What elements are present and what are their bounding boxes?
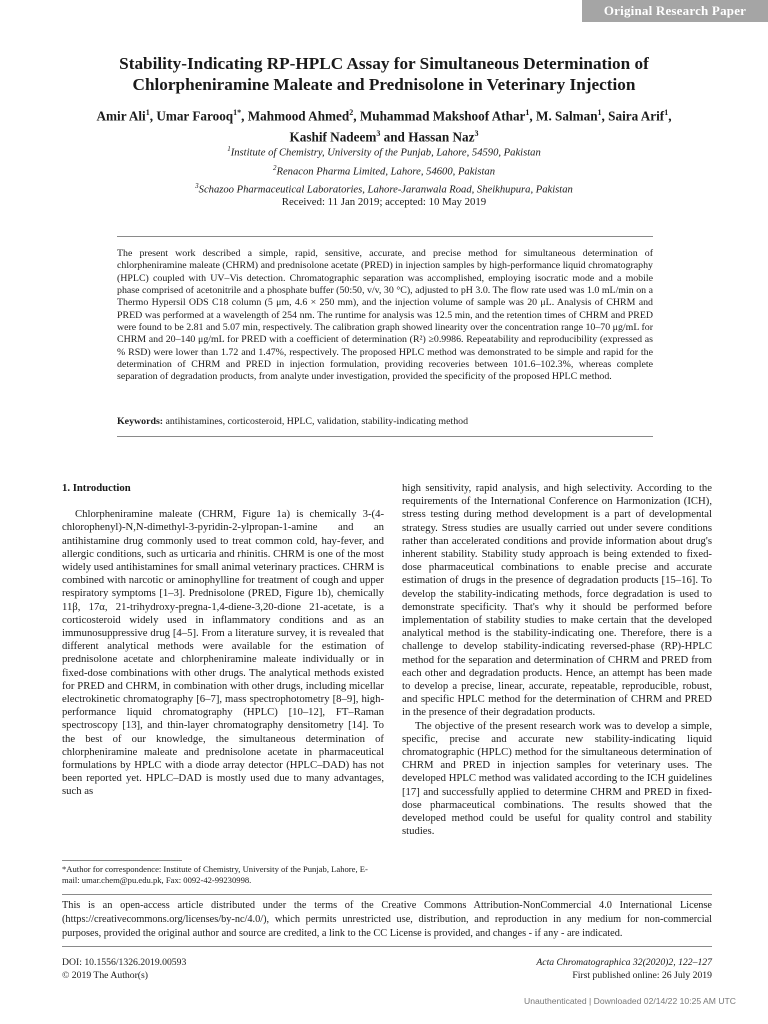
body-paragraph: The objective of the present research work was to develop a simple, specific, precise and accurate new stability-indicating liquid chromatographic (HPLC) method for the simultaneous determination of CHRM and PRED in injection samples for veterinary uses. The developed HPLC method was validated according to the ICH guidelines [17] and successfully applied to determine CHRM and PRED in fixed-dose pharmaceutical combinations. The results showed that the developed method could be useful for quality control and stability studies.: [402, 719, 712, 838]
affiliation-text: Schazoo Pharmaceutical Laboratories, Lahore-Jaranwala Road, Sheikhupura, Pakistan: [198, 184, 573, 196]
article-type-badge: Original Research Paper: [582, 0, 768, 22]
footnote-rule: [62, 860, 182, 861]
authors-line-2: Kashif Nadeem$^3$ and Hassan Naz$^3$: [289, 129, 479, 145]
abstract-text: The present work described a simple, rapid, sensitive, accurate, and precise method for simultaneous determination of chlorpheniramine maleate (CHRM) and prednisolone acetate (PRED) in injection samples by high-performance liquid chromatography (HPLC) coupled with UV–Vis detection. Chromatographic separation was accomplished, employing isocratic mode and a mobile phase comprised of acetonitrile and a phosphate buffer (50:50, v/v, 30 °C), adjusted to pH 3.0. The flow rate used was 1.0 mL/min on a Thermo Hypersil ODS C18 column (5 μm, 4.6 × 250 mm), and the injection volume of sample was 20 μL. Analysis of CHRM and PRED was performed at a wavelength of 254 nm. The runtime for analysis was 12.5 min, and the retention times of CHRM and PRED were found to be 2.81 and 5.07 min, respectively. The calibration graph showed linearity over the concentration range 10–70 μg/mL for CHRM and 20–140 μg/mL for PRED with a coefficient of determination (R²) ≥0.9986. Repeatability and reproducibility (expressed as % RSD) were lower than 1.72 and 1.47%, respectively. The proposed HPLC method was demonstrated to be simple and rapid for the determination of CHRM and PRED in injection formulation, providing recoveries between 101.6–102.3%, whereas complete separation of degradation products, from analyte under investigation, provided the specificity of the proposed HPLC method.: [117, 248, 653, 383]
doi-link[interactable]: DOI: 10.1556/1326.2019.00593: [62, 957, 187, 968]
affiliation-line: [80, 142, 688, 161]
author-affiliation-mark: 3: [376, 129, 381, 139]
section-heading: 1. Introduction: [62, 482, 131, 494]
author-affiliation-mark: 1*: [233, 108, 242, 117]
affiliation-text: Renacon Pharma Limited, Lahore, 54600, Pakistan: [276, 166, 496, 178]
author-name: Amir Ali: [96, 108, 146, 124]
license-top-rule: [62, 894, 712, 895]
affiliation-line: [80, 161, 688, 180]
license-text: This is an open-access article distributed under the terms of the Creative Commons Attribution-NonCommercial 4.0 International License (https://creativecommons.org/licenses/by-nc/4.0/), which permits unrestricted use, distribution, and reproduction in any medium for non-commercial purposes, provided the original author and source are credited, a link to the CC License is provided, and changes - if any - are indicated.: [62, 900, 712, 939]
published-date: First published online: 26 July 2019: [572, 970, 712, 981]
footer-left: [62, 956, 392, 982]
affiliations: [80, 142, 688, 198]
affiliation-mark: 1: [227, 145, 231, 153]
author-name: Muhammad Makshoof Athar: [359, 108, 526, 124]
author-name: Kashif Nadeem: [289, 129, 377, 145]
author-name: Saira Arif: [608, 108, 665, 124]
affiliation-line: [80, 179, 688, 198]
author-affiliation-mark: 1: [145, 108, 150, 117]
copyright: © 2019 The Author(s): [62, 970, 149, 981]
abstract-bottom-rule: [117, 436, 653, 437]
affiliation-text: Institute of Chemistry, University of the Punjab, Lahore, 54590, Pakistan: [230, 147, 541, 159]
license-bottom-rule: [62, 946, 712, 947]
author-affiliation-mark: 1: [664, 108, 669, 117]
download-stamp: Unauthenticated | Downloaded 02/14/22 10:25 AM UTC: [524, 996, 736, 1006]
author-affiliation-mark: 1: [525, 108, 530, 117]
abstract-top-rule: [117, 236, 653, 237]
author-name: Umar Farooq: [156, 108, 234, 124]
affiliation-mark: 2: [272, 163, 277, 172]
body-paragraph: Chlorpheniramine maleate (CHRM, Figure 1a) is chemically 3-(4-chlorophenyl)-N,N-dimethyl-3-pyridin-2-ylpropan-1-amine and an antihistamine drug commonly used to treat common cold, hay-fever, and allergic conditions, such as urticaria and rhinitis. CHRM is one of the most widely used antihistamines for small animal veterinary practices. CHRM is combined with narcotic or aminophylline for treatment of cough and upper respiratory symptoms [1–3]. Prednisolone (PRED, Figure 1b), chemically 11β, 17α, 21-trihydroxy-pregna-1,4-diene-3,20-dione 21-acetate, is a corticosteroid widely used in inflammatory conditions and as an immunosuppressive drug [4–5]. From a literature survey, it is revealed that different analytical methods were available for the estimation of prednisolone acetate and chlorpheniramine maleate individually or in fixed-dose combinations with other drugs. The analytical methods existed for PRED and CHRM, in combination with other drugs, including micellar electrokinetic chromatography [6–7], mass spectrophotometry [8–9], high-performance liquid chromatography (HPLC) [10–12], FT–Raman spectroscopy [13], and thin-layer chromatography densitometry [14]. To the best of our knowledge, the simultaneous determination of chlorpheniramine maleate and prednisolone acetate in pharmaceutical formulations by HPLC with a diode array detector (HPLC–DAD) has not been reported yet. HPLC–DAD is mostly used due to many advantages, such as: [62, 508, 384, 798]
author-affiliation-mark: 3: [474, 129, 479, 139]
body-paragraph: high sensitivity, rapid analysis, and high selectivity. According to the requirements of the International Conference on Harmonization (ICH), stress testing during method development is a part of developmental strategy. Stress studies are usually carried out under severe conditions rather than accelerated conditions and provide information about drug's inherent stability. Stability study approach is being extended to fixed-dose pharmaceutical combinations to enable precise and accurate estimation of drugs in the presence of degradation products [15–16]. To develop the stability-indicating methods, force degradation is used to demonstrate specificity. That's why it should be performed before implementation of stability studies to make certain that the developed analytical method is the stability-indicating one. Therefore, there is a challenge to develop stability-indicating reversed-phase (RP)-HPLC method for the separation and determination of CHRM and PRED from each other and degradation products. Hence, an attempt has been made to develop a precise, linear, accurate, repeatable, reproducible, robust, and specific HPLC method for the determination of CHRM and PRED in the presence of their degradation products.: [402, 482, 712, 719]
keywords: [117, 416, 653, 428]
author-affiliation-mark: 2: [349, 108, 354, 117]
keywords-list: antihistamines, corticosteroid, HPLC, validation, stability-indicating method: [165, 416, 469, 427]
author-affiliation-mark: 1: [597, 108, 602, 117]
right-column: [402, 482, 712, 838]
affiliation-mark: 3: [195, 182, 199, 191]
received-dates: Received: 11 Jan 2019; accepted: 10 May 2019: [281, 196, 487, 208]
footer-right: [400, 956, 712, 982]
correspondence-footnote: *Author for correspondence: Institute of Chemistry, University of the Punjab, Lahore, E-mail: umar.chem@pu.edu.pk, Fax: 0092-42-99230998.: [62, 864, 368, 885]
authors-line-1: Amir Ali$^1$, Umar Farooq$^{1*}$, Mahmood Ahmed$^2$, Muhammad Makshoof Athar$^1$, M. Salman$^1$, Saira Arif$^1$,: [96, 108, 672, 124]
keywords-label: Keywords:: [117, 416, 164, 427]
article-title: Stability-Indicating RP-HPLC Assay for Simultaneous Determination of Chlorpheniramine Maleate and Prednisolone in Veterinary Injection: [119, 54, 649, 94]
author-name: M. Salman: [536, 108, 598, 124]
author-name: Hassan Naz: [408, 129, 475, 145]
author-list: [50, 104, 718, 147]
author-name: Mahmood Ahmed: [247, 108, 350, 124]
left-column: [62, 482, 384, 799]
journal-citation: Acta Chromatographica 32(2020)2, 122–127: [536, 957, 712, 968]
